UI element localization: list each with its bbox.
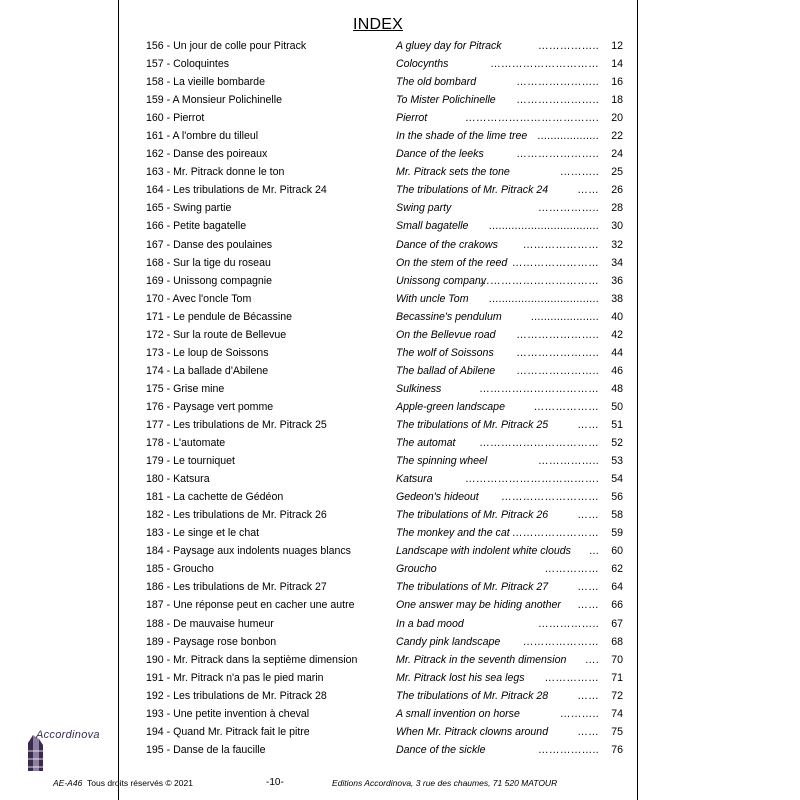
entry-leader-dots: …………………… <box>511 527 599 540</box>
page-title: INDEX <box>353 16 403 33</box>
index-entry <box>119 651 637 669</box>
entry-english-title: With uncle Tom <box>396 292 469 305</box>
entry-leader-dots: .................................. <box>488 220 599 233</box>
index-entry <box>119 236 637 254</box>
index-entry <box>119 344 637 362</box>
entry-leader-dots: …………….. <box>538 617 599 630</box>
entry-page-number: 24 <box>611 148 623 161</box>
entry-leader-dots: …… <box>577 725 599 738</box>
entry-page-number: 56 <box>611 491 623 504</box>
entry-french-title: 189 - Paysage rose bonbon <box>146 635 277 648</box>
entry-leader-dots: …… <box>577 581 599 594</box>
entry-french-title: 191 - Mr. Pitrack n'a pas le pied marin <box>146 671 324 684</box>
entry-page-number: 76 <box>611 743 623 756</box>
entry-leader-dots: .................................. <box>488 292 599 305</box>
entry-page-number: 28 <box>611 202 623 215</box>
entry-page-number: 54 <box>611 473 623 486</box>
entry-english-title: The old bombard <box>396 76 477 89</box>
entry-leader-dots: …… <box>577 184 599 197</box>
entry-leader-dots: ……………… <box>533 400 599 413</box>
entry-page-number: 22 <box>611 130 623 143</box>
entry-leader-dots: ………………….. <box>516 328 599 341</box>
entry-french-title: 158 - La vieille bombarde <box>146 76 265 89</box>
entry-french-title: 169 - Unissong compagnie <box>146 274 273 287</box>
index-entry <box>119 633 637 651</box>
entry-leader-dots: …………… <box>544 671 599 684</box>
entry-page-number: 25 <box>611 166 623 179</box>
entry-page-number: 14 <box>611 58 623 71</box>
entry-english-title: Colocynths <box>396 58 449 71</box>
index-entry <box>119 199 637 217</box>
entry-french-title: 186 - Les tribulations de Mr. Pitrack 27 <box>146 581 327 594</box>
entry-english-title: Candy pink landscape <box>396 635 501 648</box>
entry-page-number: 34 <box>611 256 623 269</box>
entry-leader-dots: ................... <box>537 130 599 143</box>
entry-english-title: Katsura <box>396 473 433 486</box>
entry-english-title: When Mr. Pitrack clowns around <box>396 725 549 738</box>
entry-english-title: The monkey and the cat <box>396 527 510 540</box>
entry-page-number: 67 <box>611 617 623 630</box>
index-entry <box>119 560 637 578</box>
index-entry <box>119 254 637 272</box>
entry-leader-dots: ………………….. <box>516 94 599 107</box>
index-entry <box>119 398 637 416</box>
entry-french-title: 181 - La cachette de Gédéon <box>146 491 284 504</box>
entry-leader-dots: …………………………… <box>479 274 599 287</box>
index-entry <box>119 290 637 308</box>
entry-french-title: 172 - Sur la route de Bellevue <box>146 328 287 341</box>
entry-page-number: 42 <box>611 328 623 341</box>
entry-french-title: 166 - Petite bagatelle <box>146 220 247 233</box>
entry-leader-dots: …… <box>577 599 599 612</box>
entry-page-number: 58 <box>611 509 623 522</box>
entry-leader-dots: …………… <box>544 563 599 576</box>
entry-page-number: 74 <box>611 707 623 720</box>
entry-english-title: Groucho <box>396 563 437 576</box>
entry-leader-dots: …………….. <box>538 40 599 52</box>
entry-leader-dots: ……….. <box>559 166 599 179</box>
entry-french-title: 190 - Mr. Pitrack dans la septième dimension <box>146 653 358 666</box>
index-entry <box>119 217 637 235</box>
index-entry <box>119 723 637 741</box>
entry-english-title: Mr. Pitrack in the seventh dimension <box>396 653 567 666</box>
entry-french-title: 174 - La ballade d'Abilene <box>146 364 269 377</box>
entry-french-title: 171 - Le pendule de Bécassine <box>146 310 293 323</box>
index-entry <box>119 308 637 326</box>
entry-english-title: The tribulations of Mr. Pitrack 26 <box>396 509 549 522</box>
entry-leader-dots: ………………………………. <box>465 473 599 486</box>
entry-english-title: The wolf of Soissons <box>396 346 494 359</box>
entry-page-number: 26 <box>611 184 623 197</box>
entry-french-title: 175 - Grise mine <box>146 382 225 395</box>
entry-french-title: 187 - Une réponse peut en cacher une autre <box>146 599 355 612</box>
entry-page-number: 36 <box>611 274 623 287</box>
entry-english-title: One answer may be hiding another <box>396 599 561 612</box>
entry-leader-dots: ... <box>589 545 599 558</box>
entry-page-number: 70 <box>611 653 623 666</box>
entry-english-title: Dance of the leeks <box>396 148 484 161</box>
index-entry <box>119 91 637 109</box>
entry-page-number: 18 <box>611 94 623 107</box>
index-entry <box>119 326 637 344</box>
entry-english-title: The automat <box>396 437 456 450</box>
entry-leader-dots: ……………………… <box>500 491 599 504</box>
entry-french-title: 180 - Katsura <box>146 473 210 486</box>
entry-french-title: 188 - De mauvaise humeur <box>146 617 274 630</box>
entry-page-number: 53 <box>611 455 623 468</box>
index-entry <box>119 741 637 759</box>
entry-english-title: On the Bellevue road <box>396 328 496 341</box>
entry-french-title: 192 - Les tribulations de Mr. Pitrack 28 <box>146 689 327 702</box>
index-entry <box>119 272 637 290</box>
entry-page-number: 50 <box>611 400 623 413</box>
entry-page-number: 66 <box>611 599 623 612</box>
entry-page-number: 62 <box>611 563 623 576</box>
entry-page-number: 16 <box>611 76 623 89</box>
entry-french-title: 194 - Quand Mr. Pitrack fait le pitre <box>146 725 310 738</box>
entry-french-title: 170 - Avec l'oncle Tom <box>146 292 252 305</box>
entry-page-number: 51 <box>611 418 623 431</box>
index-entry <box>119 488 637 506</box>
entry-english-title: Mr. Pitrack sets the tone <box>396 166 510 179</box>
entry-english-title: The tribulations of Mr. Pitrack 24 <box>396 184 549 197</box>
index-entry <box>119 127 637 145</box>
entry-english-title: The tribulations of Mr. Pitrack 25 <box>396 418 549 431</box>
entry-leader-dots: …………………… <box>511 256 599 269</box>
entry-leader-dots: ………………………………. <box>465 112 599 125</box>
entry-english-title: The tribulations of Mr. Pitrack 27 <box>396 581 549 594</box>
entry-english-title: Sulkiness <box>396 382 442 395</box>
entry-page-number: 64 <box>611 581 623 594</box>
entry-leader-dots: …… <box>577 509 599 522</box>
entry-page-number: 44 <box>611 346 623 359</box>
index-list <box>119 37 637 759</box>
accordinova-logo <box>14 727 104 777</box>
entry-english-title: In a bad mood <box>396 617 464 630</box>
entry-leader-dots: …… <box>577 418 599 431</box>
entry-english-title: Gedeon's hideout <box>396 491 479 504</box>
entry-english-title: Unissong company <box>396 274 487 287</box>
entry-french-title: 177 - Les tribulations de Mr. Pitrack 25 <box>146 418 327 431</box>
entry-leader-dots: ………………….. <box>516 148 599 161</box>
entry-leader-dots: …… <box>577 689 599 702</box>
entry-english-title: Dance of the crakows <box>396 238 498 251</box>
entry-leader-dots: …………………………… <box>479 437 599 450</box>
index-entry <box>119 145 637 163</box>
footer-rights: Tous droits réservés © 2021 <box>87 778 193 788</box>
entry-french-title: 161 - A l'ombre du tilleul <box>146 130 259 143</box>
entry-leader-dots: …………….. <box>538 455 599 468</box>
footer-code: AE-A46 <box>53 778 83 788</box>
entry-page-number: 46 <box>611 364 623 377</box>
entry-french-title: 176 - Paysage vert pomme <box>146 400 274 413</box>
entry-page-number: 71 <box>611 671 623 684</box>
entry-english-title: On the stem of the reed <box>396 256 508 269</box>
entry-leader-dots: ………………….. <box>516 364 599 377</box>
entry-english-title: Mr. Pitrack lost his sea legs <box>396 671 525 684</box>
entry-leader-dots: ..................... <box>530 310 599 323</box>
entry-french-title: 178 - L'automate <box>146 437 226 450</box>
entry-leader-dots: …………….. <box>538 202 599 215</box>
logo-text: Accordinova <box>36 729 100 741</box>
entry-french-title: 164 - Les tribulations de Mr. Pitrack 24 <box>146 184 327 197</box>
index-entry <box>119 687 637 705</box>
entry-english-title: Apple-green landscape <box>396 400 505 413</box>
entry-french-title: 195 - Danse de la faucille <box>146 743 266 756</box>
entry-english-title: Swing party <box>396 202 452 215</box>
entry-french-title: 157 - Coloquintes <box>146 58 230 71</box>
index-entry <box>119 37 637 55</box>
index-entry <box>119 578 637 596</box>
entry-leader-dots: ………………….. <box>516 76 599 89</box>
index-entry <box>119 524 637 542</box>
entry-french-title: 185 - Groucho <box>146 563 214 576</box>
entry-english-title: A small invention on horse <box>396 707 520 720</box>
entry-french-title: 160 - Pierrot <box>146 112 205 125</box>
entry-english-title: In the shade of the lime tree <box>396 130 528 143</box>
index-entry <box>119 470 637 488</box>
entry-page-number: 12 <box>611 40 623 52</box>
entry-page-number: 32 <box>611 238 623 251</box>
footer-publisher: Editions Accordinova, 3 rue des chaumes, 71 520 MATOUR <box>332 778 558 788</box>
entry-french-title: 179 - Le tourniquet <box>146 455 235 468</box>
entry-leader-dots: …. <box>584 653 599 666</box>
entry-page-number: 72 <box>611 689 623 702</box>
index-entry <box>119 163 637 181</box>
entry-page-number: 20 <box>611 112 623 125</box>
entry-leader-dots: …………………………… <box>479 382 599 395</box>
index-entry <box>119 596 637 614</box>
entry-french-title: 193 - Une petite invention à cheval <box>146 707 310 720</box>
entry-french-title: 173 - Le loup de Soissons <box>146 346 269 359</box>
index-entry <box>119 181 637 199</box>
entry-leader-dots: ………………… <box>522 238 599 251</box>
entry-english-title: The tribulations of Mr. Pitrack 28 <box>396 689 549 702</box>
entry-page-number: 68 <box>611 635 623 648</box>
index-entry <box>119 705 637 723</box>
entry-french-title: 182 - Les tribulations de Mr. Pitrack 26 <box>146 509 327 522</box>
index-entry <box>119 55 637 73</box>
entry-french-title: 183 - Le singe et le chat <box>146 527 260 540</box>
entry-page-number: 30 <box>611 220 623 233</box>
entry-french-title: 165 - Swing partie <box>146 202 232 215</box>
entry-english-title: Pierrot <box>396 112 428 125</box>
index-entry <box>119 452 637 470</box>
entry-leader-dots: ……….. <box>559 707 599 720</box>
entry-english-title: Landscape with indolent white clouds <box>396 545 571 558</box>
entry-page-number: 60 <box>611 545 623 558</box>
entry-page-number: 40 <box>611 310 623 323</box>
index-entry <box>119 669 637 687</box>
entry-page-number: 48 <box>611 382 623 395</box>
entry-leader-dots: …………….. <box>538 743 599 756</box>
entry-english-title: To Mister Polichinelle <box>396 94 496 107</box>
entry-english-title: A gluey day for Pitrack <box>396 40 502 52</box>
index-entry <box>119 73 637 91</box>
entry-leader-dots: ………………………… <box>490 58 599 71</box>
entry-page-number: 38 <box>611 292 623 305</box>
index-entry <box>119 416 637 434</box>
entry-french-title: 167 - Danse des poulaines <box>146 238 273 251</box>
entry-english-title: The spinning wheel <box>396 455 488 468</box>
entry-french-title: 163 - Mr. Pitrack donne le ton <box>146 166 285 179</box>
index-entry <box>119 542 637 560</box>
entry-french-title: 168 - Sur la tige du roseau <box>146 256 271 269</box>
entry-french-title: 159 - A Monsieur Polichinelle <box>146 94 283 107</box>
index-page <box>118 0 638 800</box>
entry-english-title: Dance of the sickle <box>396 743 486 756</box>
entry-leader-dots: ………………… <box>522 635 599 648</box>
index-entry <box>119 506 637 524</box>
index-entry <box>119 615 637 633</box>
footer-page-number: -10- <box>266 777 284 788</box>
entry-leader-dots: ………………….. <box>516 346 599 359</box>
index-entry <box>119 109 637 127</box>
entry-french-title: 184 - Paysage aux indolents nuages blancs <box>146 545 351 558</box>
entry-english-title: The ballad of Abilene <box>396 364 496 377</box>
index-entry <box>119 362 637 380</box>
index-entry <box>119 380 637 398</box>
entry-page-number: 52 <box>611 437 623 450</box>
entry-french-title: 162 - Danse des poireaux <box>146 148 268 161</box>
entry-page-number: 75 <box>611 725 623 738</box>
entry-page-number: 59 <box>611 527 623 540</box>
entry-english-title: Small bagatelle <box>396 220 469 233</box>
index-entry <box>119 434 637 452</box>
entry-english-title: Becassine's pendulum <box>396 310 502 323</box>
entry-french-title: 156 - Un jour de colle pour Pitrack <box>146 40 307 52</box>
